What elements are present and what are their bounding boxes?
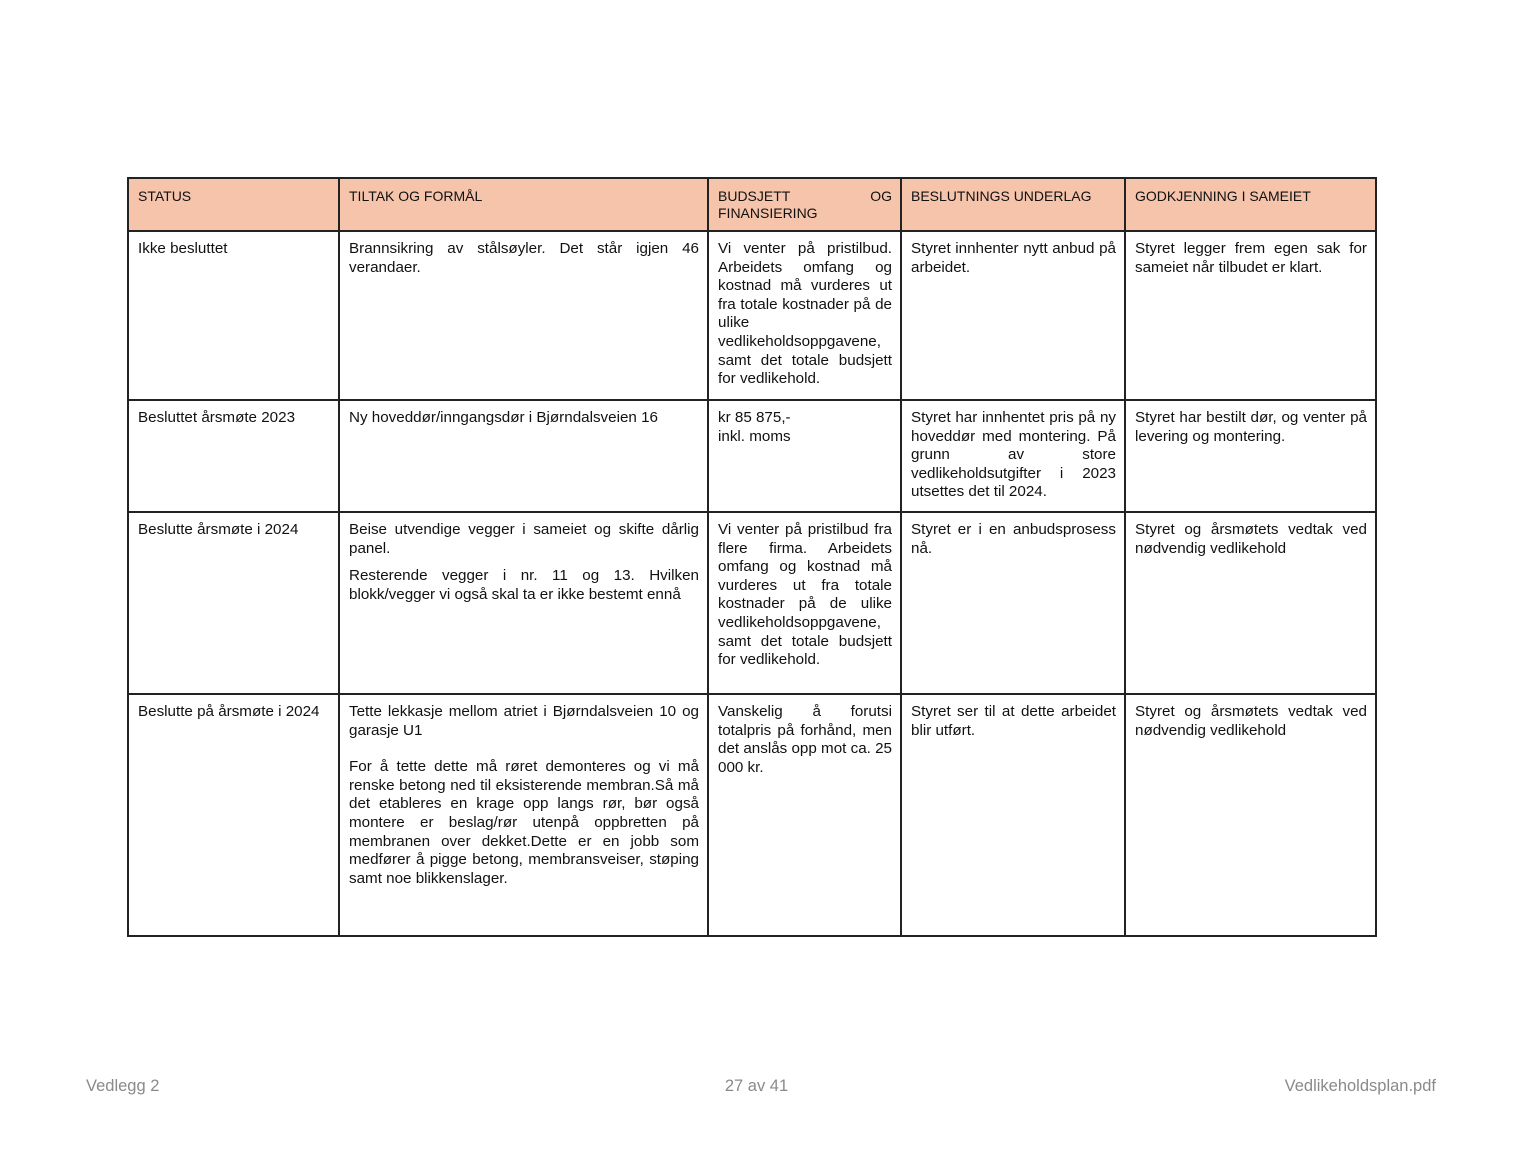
tiltak-paragraph: Resterende vegger i nr. 11 og 13. Hvilken blokk/vegger vi også skal ta er ikke bestemt ennå bbox=[349, 567, 699, 603]
cell-underlag: Styret har innhentet pris på ny hoveddør med montering. På grunn av store vedlikeholdsutgifter i 2023 utsettes det til 2024. bbox=[901, 400, 1125, 512]
cell-status: Besluttet årsmøte 2023 bbox=[128, 400, 339, 512]
header-status: STATUS bbox=[128, 178, 339, 231]
cell-budsjett: Vi venter på pristilbud. Arbeidets omfang og kostnad må vurderes ut fra totale kostnader på de ulike vedlikeholdsoppgavene, samt det totale budsjett for vedlikehold. bbox=[708, 231, 901, 400]
cell-tiltak bbox=[339, 400, 708, 512]
footer-filename: Vedlikeholdsplan.pdf bbox=[1284, 1077, 1436, 1095]
tiltak-paragraph: Brannsikring av stålsøyler. Det står igjen 46 verandaer. bbox=[349, 240, 699, 276]
cell-status: Beslutte på årsmøte i 2024 bbox=[128, 694, 339, 936]
cell-godkjenning: Styret legger frem egen sak for sameiet når tilbudet er klart. bbox=[1125, 231, 1376, 400]
tiltak-paragraph: Beise utvendige vegger i sameiet og skifte dårlig panel. bbox=[349, 521, 699, 557]
cell-underlag: Styret er i en anbudsprosess nå. bbox=[901, 512, 1125, 694]
header-godkjenning: GODKJENNING I SAMEIET bbox=[1125, 178, 1376, 231]
footer-page-number: 27 av 41 bbox=[724, 1077, 789, 1095]
tiltak-paragraph: Tette lekkasje mellom atriet i Bjørndalsveien 10 og garasje U1 bbox=[349, 703, 699, 739]
table-header-row bbox=[128, 178, 1376, 231]
header-budsjett: BUDSJETT OG FINANSIERING bbox=[708, 178, 901, 231]
cell-status: Ikke besluttet bbox=[128, 231, 339, 400]
table-row bbox=[128, 231, 1376, 400]
footer-attachment-label: Vedlegg 2 bbox=[86, 1077, 160, 1095]
header-tiltak: TILTAK OG FORMÅL bbox=[339, 178, 708, 231]
cell-status: Beslutte årsmøte i 2024 bbox=[128, 512, 339, 694]
cell-budsjett: Vi venter på pristilbud fra flere firma. Arbeidets omfang og kostnad må vurderes ut fra totale kostnader på de ulike vedlikeholdsoppgavene, samt det totale budsjett for vedlikehold. bbox=[708, 512, 901, 694]
table-row bbox=[128, 512, 1376, 694]
maintenance-plan-table bbox=[127, 177, 1377, 937]
cell-godkjenning: Styret og årsmøtets vedtak ved nødvendig vedlikehold bbox=[1125, 694, 1376, 936]
cell-tiltak bbox=[339, 694, 708, 936]
cell-underlag: Styret innhenter nytt anbud på arbeidet. bbox=[901, 231, 1125, 400]
cell-godkjenning: Styret og årsmøtets vedtak ved nødvendig vedlikehold bbox=[1125, 512, 1376, 694]
cell-tiltak bbox=[339, 231, 708, 400]
table-row bbox=[128, 400, 1376, 512]
cell-godkjenning: Styret har bestilt dør, og venter på levering og montering. bbox=[1125, 400, 1376, 512]
cell-underlag: Styret ser til at dette arbeidet blir utført. bbox=[901, 694, 1125, 936]
cell-tiltak bbox=[339, 512, 708, 694]
header-underlag: BESLUTNINGS UNDERLAG bbox=[901, 178, 1125, 231]
cell-budsjett: Vanskelig å forutsi totalpris på forhånd, men det anslås opp mot ca. 25 000 kr. bbox=[708, 694, 901, 936]
cell-budsjett: kr 85 875,- inkl. moms bbox=[708, 400, 901, 512]
table-row bbox=[128, 694, 1376, 936]
tiltak-paragraph: Ny hoveddør/inngangsdør i Bjørndalsveien 16 bbox=[349, 409, 658, 426]
tiltak-paragraph: For å tette dette må røret demonteres og vi må renske betong ned til eksisterende membran.Så må det etableres en krage opp langs rør, bør også montere er beslag/rør utenpå oppbretten på membranen over dekket.Dette er en jobb som medfører å pigge betong, membransveiser, støping samt noe blikkenslager. bbox=[349, 758, 699, 887]
